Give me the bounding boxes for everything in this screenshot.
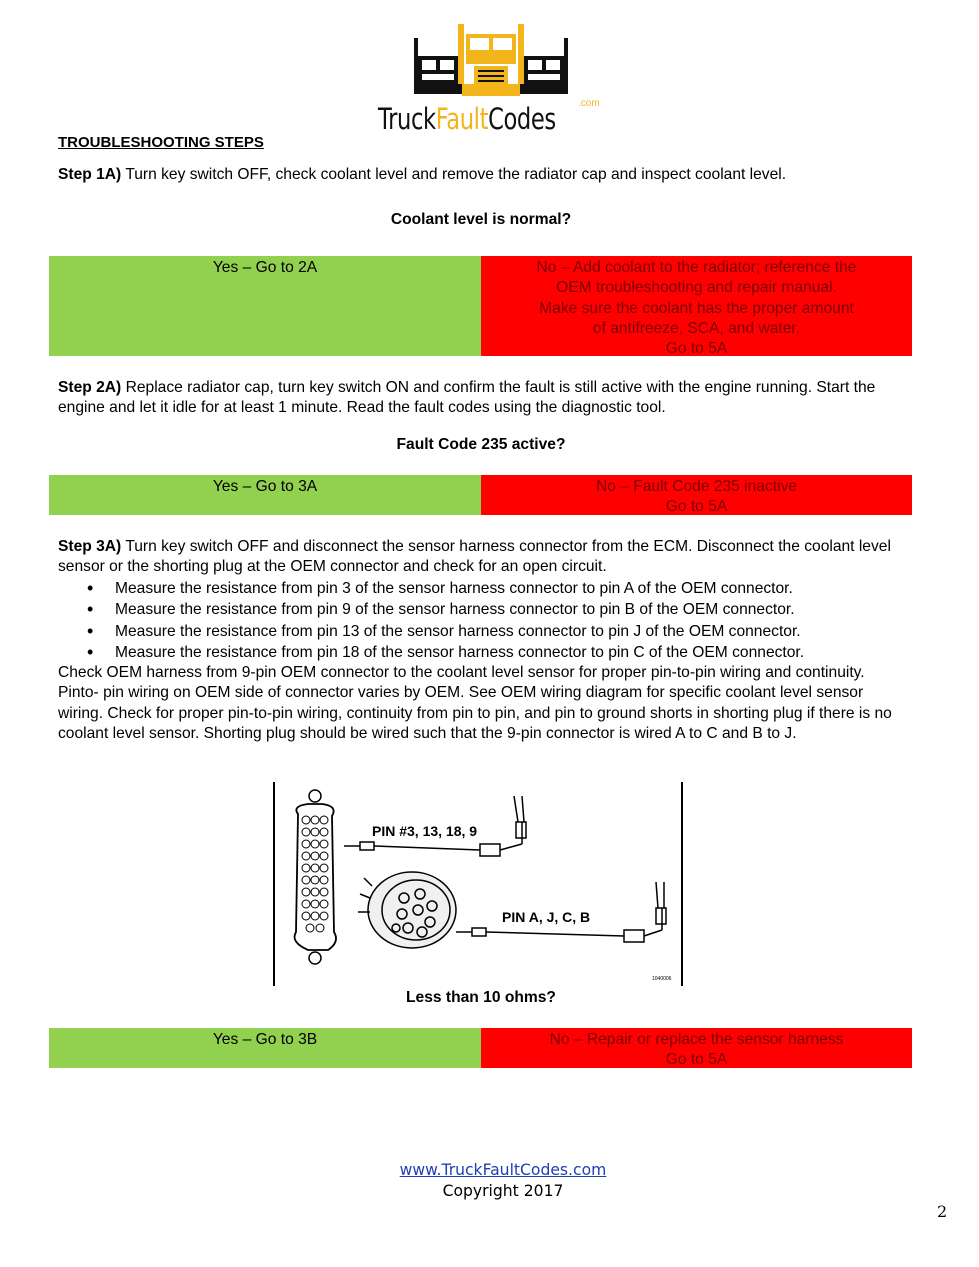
step-2a-answers bbox=[49, 475, 912, 515]
step-2a-text bbox=[58, 378, 908, 419]
page-number: 2 bbox=[937, 1202, 948, 1221]
step-3a-no-line: Go to 5A bbox=[665, 1051, 728, 1069]
logo-part-truck: Truck bbox=[378, 102, 436, 136]
step-2a-label: Step 2A) bbox=[58, 379, 122, 396]
list-item: • Measure the resistance from pin 3 of the sensor harness connector to pin A of the OEM connector. bbox=[58, 578, 918, 599]
step-3a-yes-cell bbox=[49, 1028, 481, 1068]
step-3a-no-line: No – Repair or replace the sensor harness bbox=[549, 1031, 844, 1048]
step-1a-yes-text: Yes – Go to 2A bbox=[212, 259, 318, 276]
connector-figure bbox=[272, 782, 686, 988]
step-2a-question: Fault Code 235 active? bbox=[396, 436, 566, 453]
step-3a-bullet-list bbox=[58, 578, 918, 663]
step-1a-question: Coolant level is normal? bbox=[390, 211, 572, 228]
step-1a-answers bbox=[49, 256, 912, 356]
step-3a-answers bbox=[49, 1028, 912, 1068]
step-1a-no-line: of antifreeze, SCA, and water. bbox=[592, 319, 801, 337]
step-3a-question: Less than 10 ohms? bbox=[406, 989, 556, 1006]
step-2a-yes-cell bbox=[49, 475, 481, 515]
step-2a-no-line: No – Fault Code 235 inactive bbox=[595, 478, 798, 495]
step-2a-body: Replace radiator cap, turn key switch ON and confirm the fault is still active with the engine running. Start the engine and let it idle for at least 1 minute. Read the fault codes using the diagnostic tool. bbox=[58, 379, 876, 417]
logo-wordmark bbox=[378, 102, 554, 136]
logo-suffix: .com bbox=[578, 98, 600, 109]
section-heading: TROUBLESHOOTING STEPS bbox=[58, 134, 264, 151]
list-item: • Measure the resistance from pin 18 of the sensor harness connector to pin C of the OEM connector. bbox=[58, 642, 918, 663]
truckfaultcodes-logo bbox=[378, 20, 604, 136]
oem-connector-icon bbox=[358, 872, 456, 948]
step-1a-no-line: No – Add coolant to the radiator; reference the bbox=[536, 259, 857, 276]
step-2a-yes-text: Yes – Go to 3A bbox=[212, 478, 318, 495]
step-2a-no-cell bbox=[481, 475, 912, 515]
step-1a-body: Turn key switch OFF, check coolant level and remove the radiator cap and inspect coolant level. bbox=[121, 166, 787, 183]
step-1a-no-line: OEM troubleshooting and repair manual. bbox=[556, 279, 837, 297]
step-3a-text bbox=[58, 537, 908, 578]
step-3a-label: Step 3A) bbox=[58, 538, 122, 555]
step-3a-after-text: Check OEM harness from 9-pin OEM connector to the coolant level sensor for proper pin-to-pin wiring and continuity. Pinto- pin wiring on OEM side of connector varies by OEM. See OEM wiring diagram for specific coolant level sensor wiring. Check for proper pin-to-pin wiring, continuity from pin to pin, and pin to ground shorts in shorting plug if there is no coolant level sensor. Shorting plug should be wired such that the 9-pin connector is wired A to C and B to J. bbox=[58, 664, 892, 742]
figure-label-oem-pins: PIN A, J, C, B bbox=[502, 909, 591, 925]
step-1a-no-line: Make sure the coolant has the proper amount bbox=[539, 299, 854, 317]
step-3a-no-cell bbox=[481, 1028, 912, 1068]
step-1a-label: Step 1A) bbox=[58, 166, 122, 183]
step-1a-no-cell bbox=[481, 256, 912, 356]
ecm-connector-icon bbox=[295, 790, 337, 964]
figure-code: 1040006 bbox=[652, 976, 672, 982]
step-1a-yes-cell bbox=[49, 256, 481, 356]
step-3a-yes-text: Yes – Go to 3B bbox=[212, 1031, 318, 1048]
step-2a-no-line: Go to 5A bbox=[665, 498, 728, 516]
truck-icon bbox=[378, 20, 604, 102]
list-item: • Measure the resistance from pin 9 of the sensor harness connector to pin B of the OEM connector. bbox=[58, 599, 918, 620]
step-1a-no-line: Go to 5A bbox=[665, 340, 728, 358]
step-1a-text bbox=[58, 165, 908, 185]
figure-label-ecm-pins: PIN #3, 13, 18, 9 bbox=[372, 823, 478, 839]
list-item: • Measure the resistance from pin 13 of the sensor harness connector to pin J of the OEM connector. bbox=[58, 621, 918, 642]
step-3a-body: Turn key switch OFF and disconnect the sensor harness connector from the ECM. Disconnect the coolant level sensor or the shorting plug at the OEM connector and check for an open circuit. bbox=[58, 538, 891, 576]
connector-diagram bbox=[272, 782, 686, 988]
footer-copyright: Copyright 2017 bbox=[442, 1182, 564, 1200]
logo-part-codes: Codes bbox=[488, 102, 556, 136]
footer-website-link[interactable]: www.TruckFaultCodes.com bbox=[399, 1161, 607, 1179]
logo-part-fault: Fault bbox=[435, 102, 489, 136]
